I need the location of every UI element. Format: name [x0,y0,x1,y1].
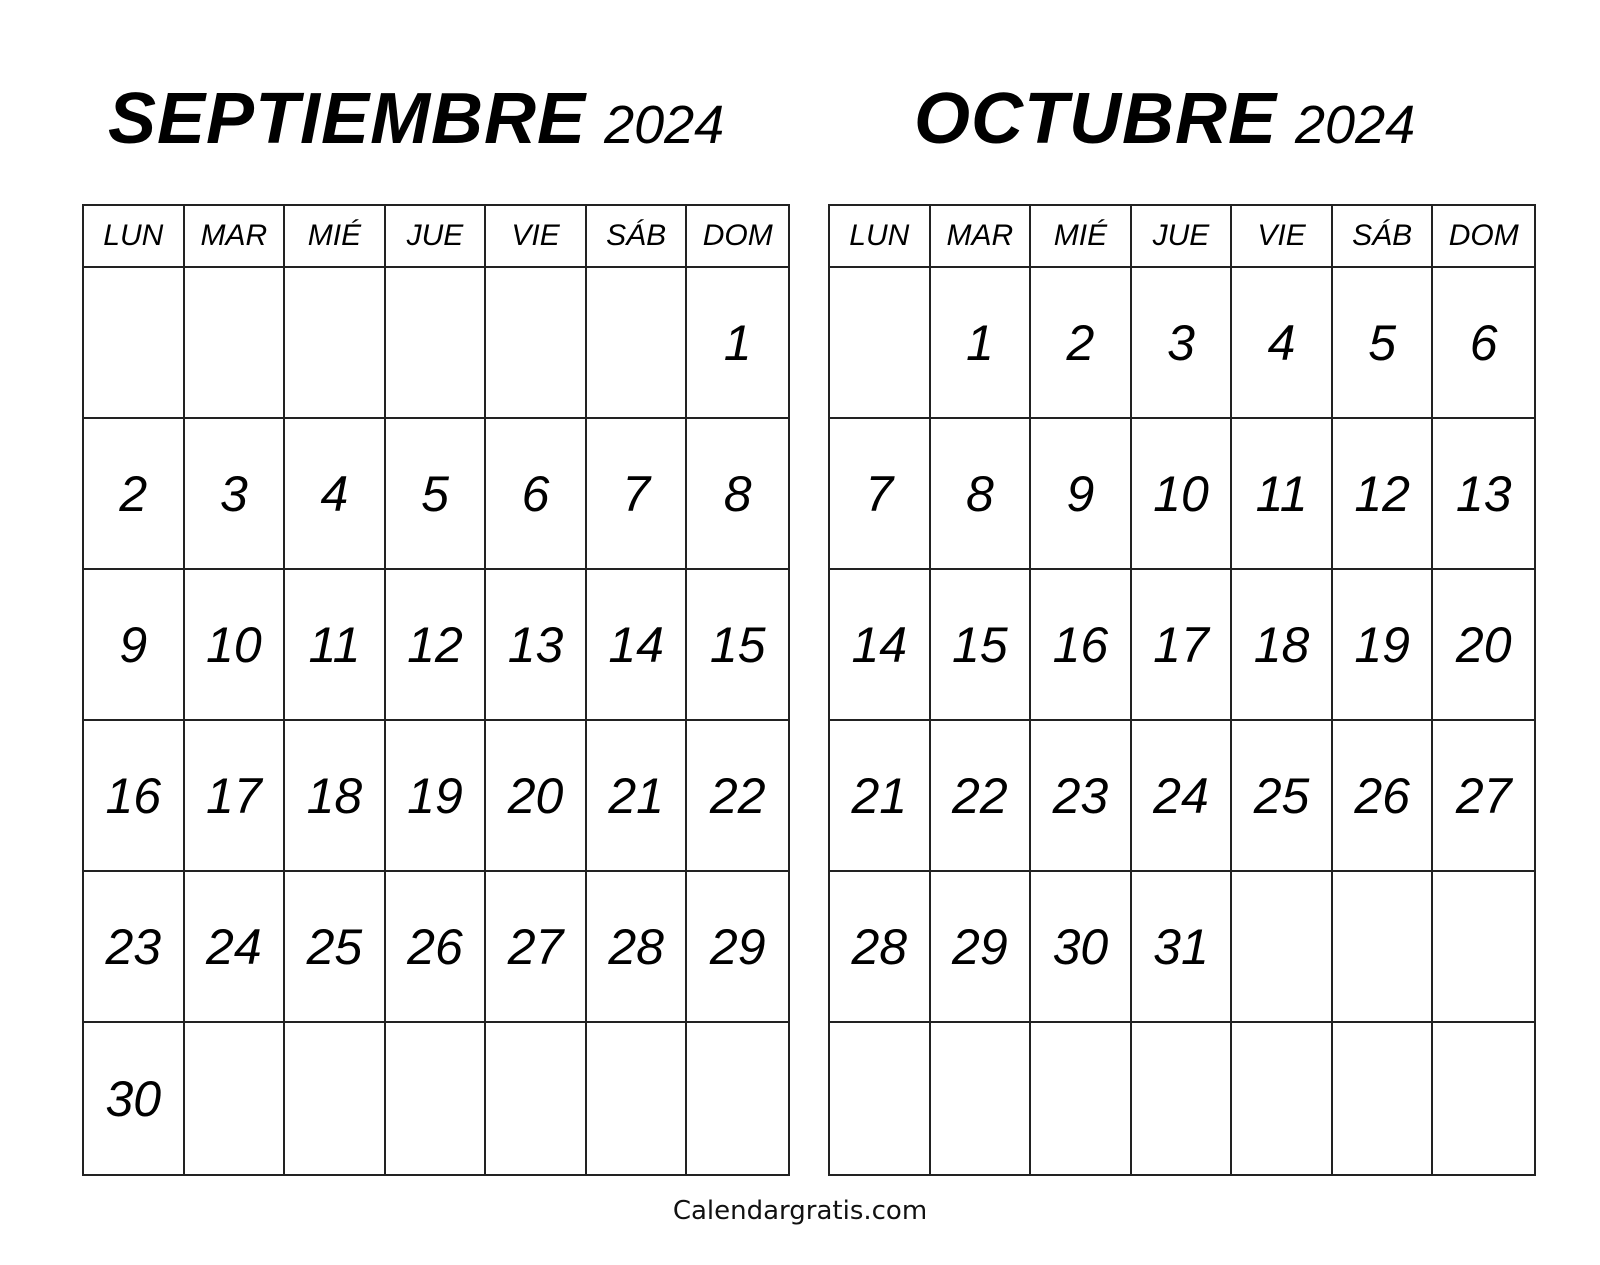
day-cell: 17 [1132,570,1233,721]
day-cell: 20 [1433,570,1534,721]
day-cell: 1 [931,268,1032,419]
day-cell [386,268,487,419]
weekday-header: MIÉ [285,206,386,268]
day-cell [185,268,286,419]
day-cell [1333,872,1434,1023]
day-cell: 5 [386,419,487,570]
day-cell: 6 [1433,268,1534,419]
calendar-grid-october [828,204,1536,1176]
day-cell [486,268,587,419]
weekday-header: LUN [830,206,931,268]
day-cell: 17 [185,721,286,872]
day-cell: 10 [1132,419,1233,570]
day-cell [587,1023,688,1174]
day-cell: 6 [486,419,587,570]
day-cell: 18 [1232,570,1333,721]
day-cell: 23 [84,872,185,1023]
weekday-header: SÁB [587,206,688,268]
day-cell [1433,872,1534,1023]
day-cell: 4 [285,419,386,570]
weekday-header: DOM [687,206,788,268]
day-cell [285,1023,386,1174]
day-cell [1433,1023,1534,1174]
day-cell: 22 [687,721,788,872]
day-cell: 28 [587,872,688,1023]
day-cell [1232,872,1333,1023]
day-cell: 9 [1031,419,1132,570]
day-cell: 2 [84,419,185,570]
day-cell [1031,1023,1132,1174]
weekday-header: LUN [84,206,185,268]
weekday-header: MAR [931,206,1032,268]
day-cell: 20 [486,721,587,872]
day-cell: 23 [1031,721,1132,872]
footer-site-credit: Calendargratis.com [672,1196,928,1226]
month-title-october [914,78,1415,168]
weekday-header: SÁB [1333,206,1434,268]
day-cell: 19 [386,721,487,872]
month-name: SEPTIEMBRE [108,79,587,159]
month-title-september [108,78,724,168]
day-cell: 24 [185,872,286,1023]
weekday-header: MIÉ [1031,206,1132,268]
day-cell [1333,1023,1434,1174]
day-cell: 15 [931,570,1032,721]
day-cell: 2 [1031,268,1132,419]
day-cell: 7 [830,419,931,570]
day-cell [687,1023,788,1174]
day-cell [587,268,688,419]
month-year: 2024 [1295,95,1416,155]
day-cell: 13 [1433,419,1534,570]
day-cell [386,1023,487,1174]
day-cell: 14 [587,570,688,721]
day-cell [830,1023,931,1174]
day-cell: 12 [386,570,487,721]
day-cell: 15 [687,570,788,721]
weekday-header: JUE [1132,206,1233,268]
weekday-header: VIE [1232,206,1333,268]
day-cell: 18 [285,721,386,872]
day-cell: 8 [931,419,1032,570]
weekday-header: MAR [185,206,286,268]
day-cell: 29 [687,872,788,1023]
weekday-header: JUE [386,206,487,268]
day-cell: 16 [1031,570,1132,721]
day-cell: 16 [84,721,185,872]
day-cell: 24 [1132,721,1233,872]
weekday-header: VIE [486,206,587,268]
day-cell [285,268,386,419]
day-cell: 8 [687,419,788,570]
weekday-header: DOM [1433,206,1534,268]
day-cell: 3 [1132,268,1233,419]
day-cell: 29 [931,872,1032,1023]
day-cell [185,1023,286,1174]
day-cell: 28 [830,872,931,1023]
day-cell: 31 [1132,872,1233,1023]
day-cell [486,1023,587,1174]
day-cell: 21 [587,721,688,872]
day-cell: 9 [84,570,185,721]
day-cell: 30 [1031,872,1132,1023]
day-cell: 25 [285,872,386,1023]
day-cell [1132,1023,1233,1174]
day-cell: 19 [1333,570,1434,721]
day-cell [84,268,185,419]
day-cell: 4 [1232,268,1333,419]
day-cell: 3 [185,419,286,570]
day-cell: 25 [1232,721,1333,872]
day-cell: 22 [931,721,1032,872]
day-cell: 11 [1232,419,1333,570]
day-cell: 14 [830,570,931,721]
day-cell: 26 [386,872,487,1023]
day-cell: 10 [185,570,286,721]
day-cell: 21 [830,721,931,872]
day-cell: 1 [687,268,788,419]
month-year: 2024 [604,95,725,155]
day-cell: 27 [1433,721,1534,872]
day-cell [931,1023,1032,1174]
day-cell [1232,1023,1333,1174]
day-cell: 12 [1333,419,1434,570]
calendar-grid-september [82,204,790,1176]
day-cell: 26 [1333,721,1434,872]
day-cell [830,268,931,419]
day-cell: 5 [1333,268,1434,419]
day-cell: 7 [587,419,688,570]
day-cell: 13 [486,570,587,721]
day-cell: 11 [285,570,386,721]
day-cell: 30 [84,1023,185,1174]
month-name: OCTUBRE [914,79,1277,159]
day-cell: 27 [486,872,587,1023]
